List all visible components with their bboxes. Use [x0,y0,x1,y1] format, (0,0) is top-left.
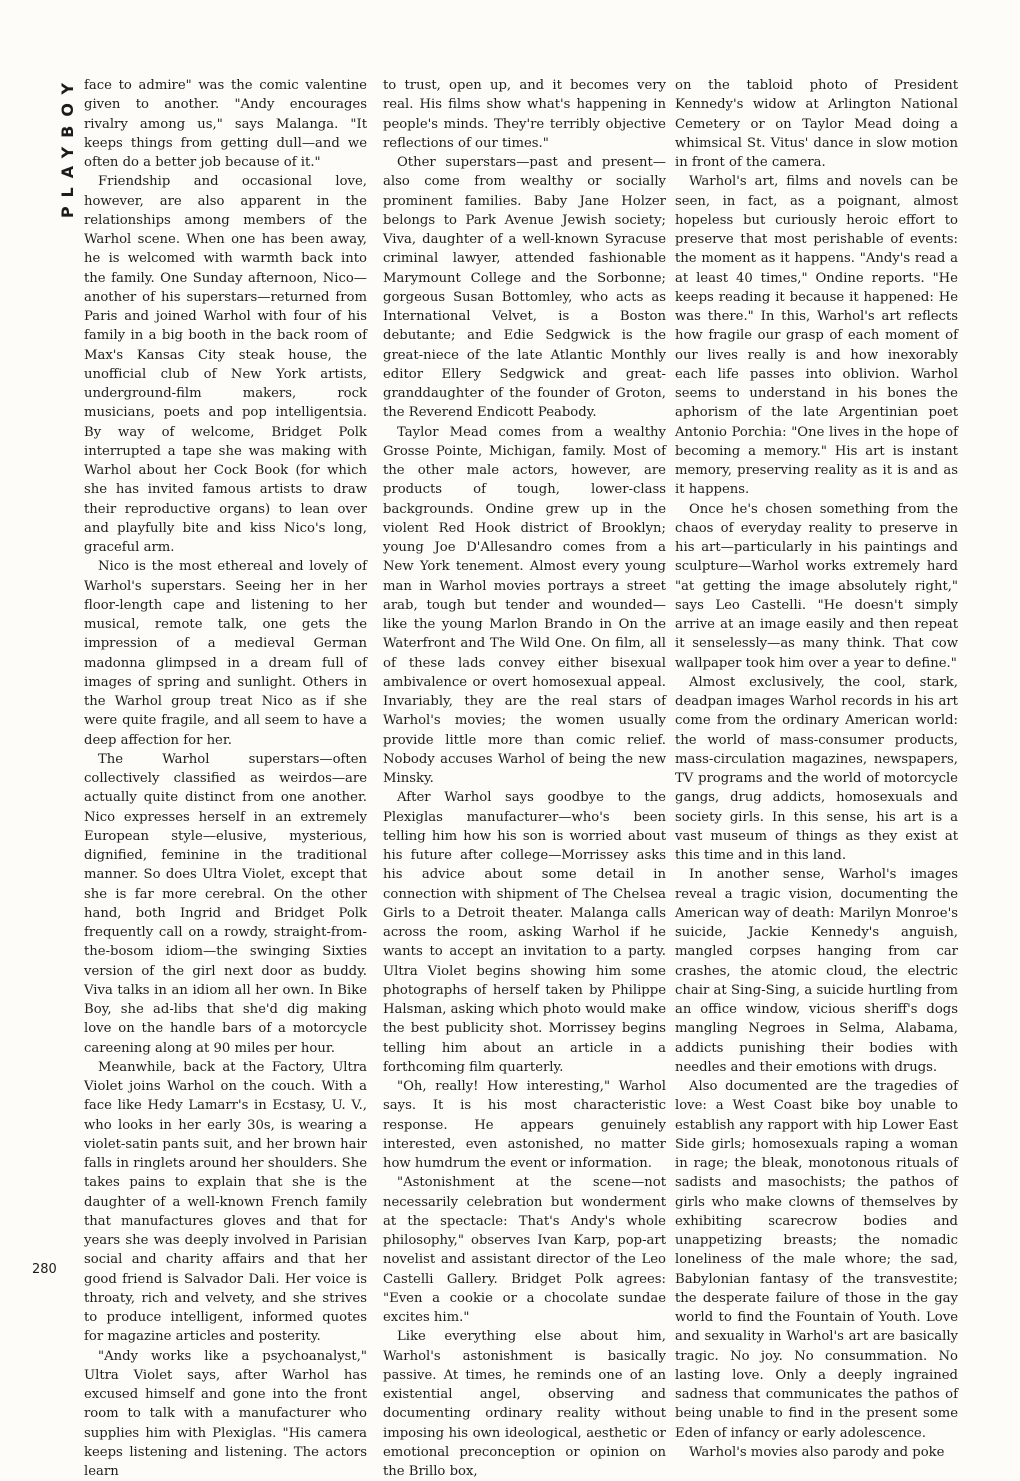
paragraph: to trust, open up, and it becomes very real. His films show what's happening in people's minds. They're terribly objective reflections of our times." [383,76,666,153]
paragraph: "Andy works like a psychoanalyst," Ultra Violet says, after Warhol has excused himself and gone into the front room to talk with a manufacturer who supplies him with Plexiglas. "His camera keeps listening and listening. The actors learn [84,1347,367,1481]
paragraph: on the tabloid photo of President Kennedy's widow at Arlington National Cemetery or on Taylor Mead doing a whimsical St. Vitus' dance in slow motion in front of the camera. [675,76,958,172]
paragraph: Warhol's movies also parody and poke [675,1443,958,1462]
text-column-3 [675,76,958,1462]
paragraph: The Warhol superstars—often collectively classified as weirdos—are actually quite distinct from one another. Nico expresses herself in an extremely European style—elusive, mysterious, dignified, feminine in the traditional manner. So does Ultra Violet, except that she is far more cerebral. On the other hand, both Ingrid and Bridget Polk frequently call on a rowdy, straight-from-the-bosom idiom—the swinging Sixties version of the girl next door as buddy. Viva talks in an idiom all her own. In Bike Boy, she ad-libs that she'd dig making love on the handle bars of a motorcycle careening along at 90 miles per hour. [84,750,367,1058]
paragraph: "Astonishment at the scene—not necessarily celebration but wonderment at the spectacle: That's Andy's whole philosophy," observes Ivan Karp, pop-art novelist and assistant director of the Leo Castelli Gallery. Bridget Polk agrees: "Even a cookie or a chocolate sundae excites him." [383,1173,666,1327]
paragraph: Almost exclusively, the cool, stark, deadpan images Warhol records in his art come from the ordinary American world: the world of mass-consumer products, mass-circulation magazines, newspapers, TV programs and the world of motorcycle gangs, drug addicts, homosexuals and society girls. In this sense, his art is a vast museum of things as they exist at this time and in this land. [675,673,958,866]
paragraph: Also documented are the tragedies of love: a West Coast bike boy unable to establish any rapport with hip Lower East Side girls; homosexuals raping a woman in rage; the bleak, monotonous rituals of sadists and masochists; the pathos of girls who make clowns of themselves by exhibiting scarecrow bodies and unappetizing breasts; the nomadic loneliness of the male whore; the sad, Babylonian fantasy of the transvestite; the desperate failure of those in the gay world to find the Fountain of Youth. Love and sexuality in Warhol's art are basically tragic. No joy. No consummation. No lasting love. Only a deeply ingrained sadness that communicates the pathos of being unable to find in the present some Eden of infancy or early adolescence. [675,1077,958,1443]
paragraph: Once he's chosen something from the chaos of everyday reality to preserve in his art—particularly in his paintings and sculpture—Warhol works extremely hard "at getting the image absolutely right," says Leo Castelli. "He doesn't simply arrive at an image easily and then repeat it senselessly—as many think. That cow wallpaper took him over a year to define." [675,500,958,673]
paragraph: Friendship and occasional love, however, are also apparent in the relationships among members of the Warhol scene. When one has been away, he is welcomed with warmth back into the family. One Sunday afternoon, Nico—another of his superstars—returned from Paris and joined Warhol with four of his family in a big booth in the back room of Max's Kansas City steak house, the unofficial club of New York artists, underground-film makers, rock musicians, poets and pop intelligentsia. By way of welcome, Bridget Polk interrupted a tape she was making with Warhol about her Cock Book (for which she has invited famous artists to draw their reproductive organs) to lean over and playfully bite and kiss Nico's long, graceful arm. [84,172,367,557]
paragraph: In another sense, Warhol's images reveal a tragic vision, documenting the American way of death: Marilyn Monroe's suicide, Jackie Kennedy's anguish, mangled corpses hanging from car crashes, the atomic cloud, the electric chair at Sing-Sing, a suicide hurtling from an office window, vicious sheriff's dogs mangling Negroes in Selma, Alabama, addicts punishing their bodies with needles and their emotions with drugs. [675,865,958,1077]
paragraph: "Oh, really! How interesting," Warhol says. It is his most characteristic response. He appears genuinely interested, even astonished, no matter how humdrum the event or information. [383,1077,666,1173]
paragraph: Taylor Mead comes from a wealthy Grosse Pointe, Michigan, family. Most of the other male actors, however, are products of tough, lower-class backgrounds. Ondine grew up in the violent Red Hook district of Brooklyn; young Joe D'Allesandro comes from a New York tenement. Almost every young man in Warhol movies portrays a street arab, tough but tender and wounded—like the young Marlon Brando in On the Waterfront and The Wild One. On film, all of these lads convey either bisexual ambivalence or overt homosexual appeal. Invariably, they are the real stars of Warhol's movies; the women usually provide little more than comic relief. Nobody accuses Warhol of being the new Minsky. [383,423,666,789]
magazine-name: PLAYBOY [58,74,78,218]
paragraph: Nico is the most ethereal and lovely of Warhol's superstars. Seeing her in her floor-length cape and listening to her musical, remote talk, one gets the impression of a medieval German madonna glimpsed in a dream full of images of spring and sunlight. Others in the Warhol group treat Nico as if she were quite fragile, and all seem to have a deep affection for her. [84,557,367,750]
paragraph: Warhol's art, films and novels can be seen, in fact, as a poignant, almost hopeless but curiously heroic effort to preserve that most perishable of events: the moment as it happens. "Andy's read a at least 40 times," Ondine reports. "He keeps reading it because it happened: He was there." In this, Warhol's art reflects how fragile our grasp of each moment of our lives really is and how inexorably each life passes into oblivion. Warhol seems to understand in his bones the aphorism of the late Argentinian poet Antonio Porchia: "One lives in the hope of becoming a memory." His art is instant memory, preserving reality as it is and as it happens. [675,172,958,499]
text-column-2 [383,76,666,1481]
paragraph: After Warhol says goodbye to the Plexiglas manufacturer—who's been telling him how his son is worried about his future after college—Morrissey asks his advice about some detail in connection with shipment of The Chelsea Girls to a Detroit theater. Malanga calls across the room, asking Warhol if he wants to accept an invitation to a party. Ultra Violet begins showing him some photographs of herself taken by Philippe Halsman, asking which photo would make the best publicity shot. Morrissey begins telling him about an article in a forthcoming film quarterly. [383,788,666,1077]
paragraph: face to admire" was the comic valentine given to another. "Andy encourages rivalry among us," says Malanga. "It keeps things from getting dull—and we often do a better job because of it." [84,76,367,172]
paragraph: Meanwhile, back at the Factory, Ultra Violet joins Warhol on the couch. With a face like Hedy Lamarr's in Ecstasy, U. V., who looks in her early 30s, is wearing a violet-satin pants suit, and her brown hair falls in ringlets around her shoulders. She takes pains to explain that she is the daughter of a well-known French family that manufactures gloves and that for years she was deeply involved in Parisian social and charity affairs and that her good friend is Salvador Dali. Her voice is throaty, rich and velvety, and she strives to produce intelligent, informed quotes for magazine articles and posterity. [84,1058,367,1347]
page-number: 280 [32,1262,57,1277]
paragraph: Other superstars—past and present—also come from wealthy or socially prominent families. Baby Jane Holzer belongs to Park Avenue Jewish society; Viva, daughter of a well-known Syracuse criminal lawyer, attended fashionable Marymount College and the Sorbonne; gorgeous Susan Bottomley, who acts as International Velvet, is a Boston debutante; and Edie Sedgwick is the great-niece of the late Atlantic Monthly editor Ellery Sedgwick and great-granddaughter of the founder of Groton, the Reverend Endicott Peabody. [383,153,666,423]
text-column-1 [84,76,367,1481]
paragraph: Like everything else about him, Warhol's astonishment is basically passive. At times, he reminds one of an existential angel, observing and documenting ordinary reality without imposing his own ideological, aesthetic or emotional preconception or opinion on the Brillo box, [383,1327,666,1481]
